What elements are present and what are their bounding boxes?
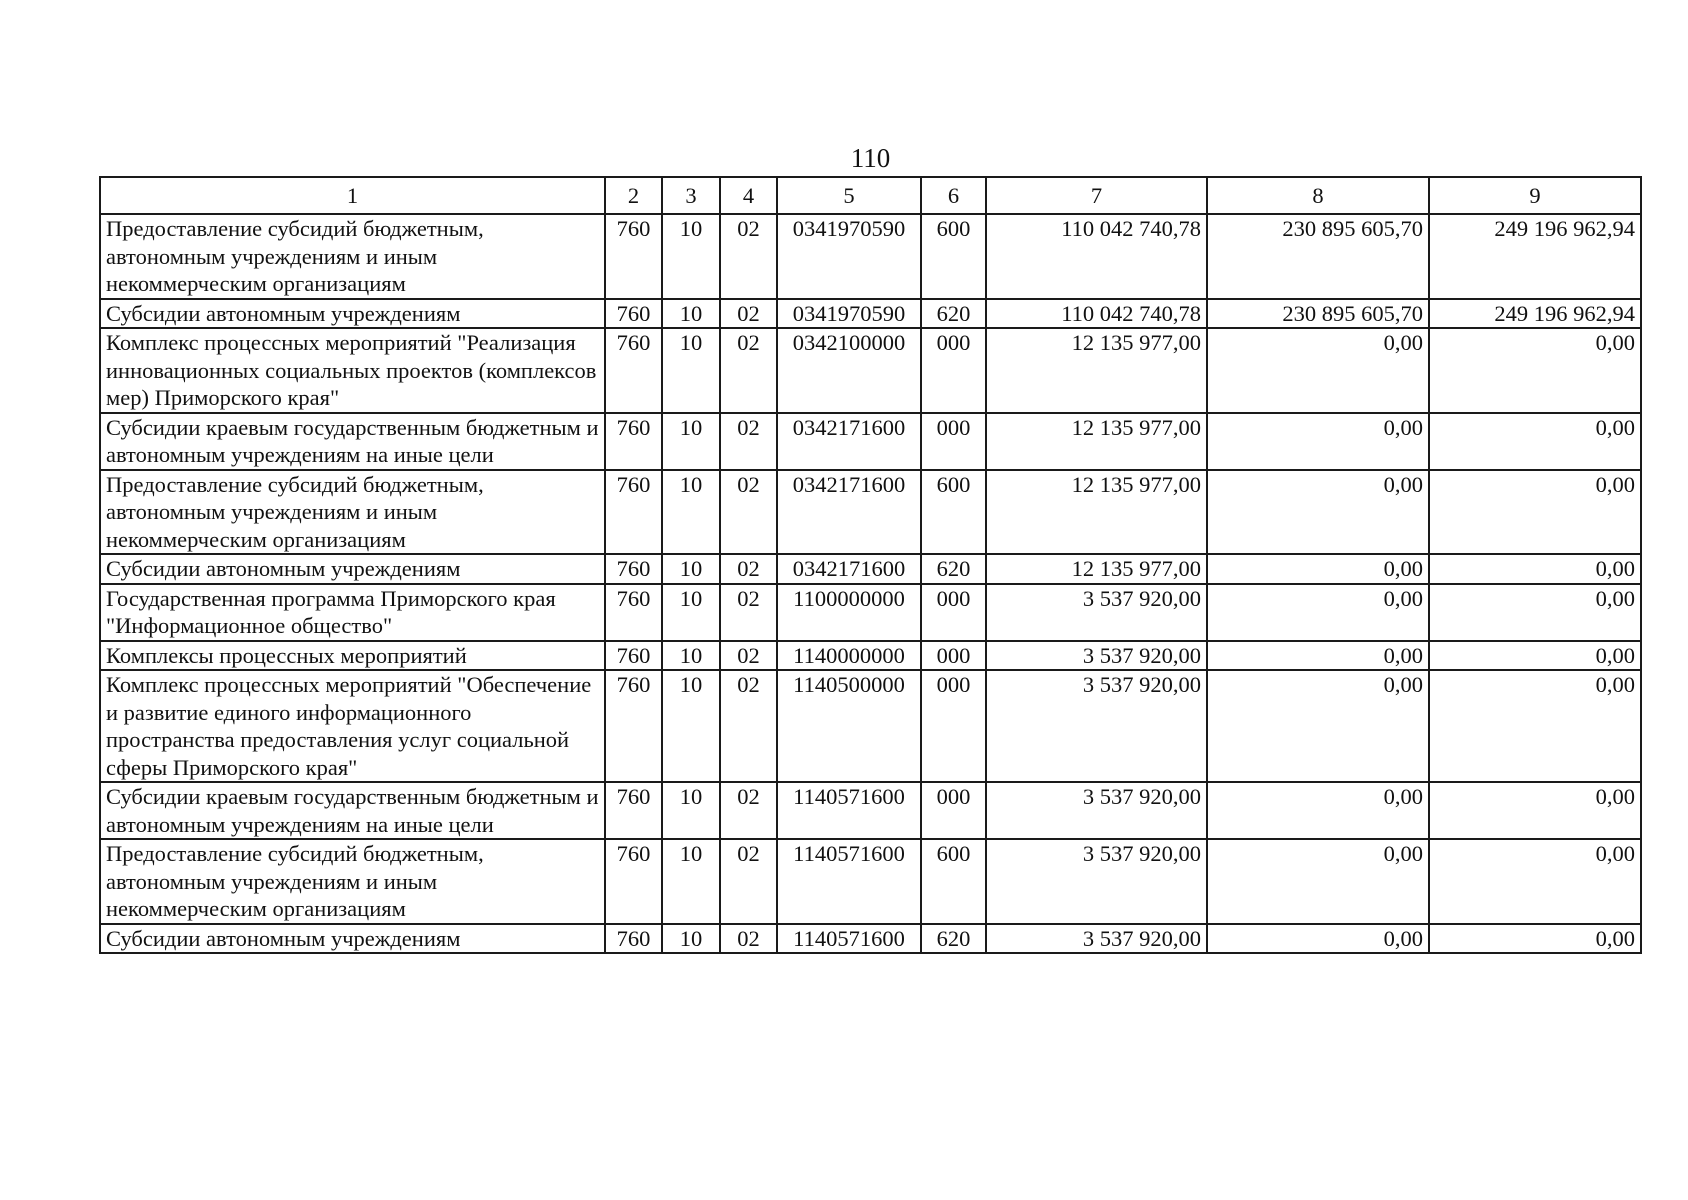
- column-header: 9: [1429, 177, 1641, 214]
- row-col8-amount: 0,00: [1207, 641, 1429, 671]
- row-col9-amount: 0,00: [1429, 470, 1641, 555]
- row-col8-amount: 0,00: [1207, 839, 1429, 924]
- table-row: [100, 924, 1641, 954]
- row-col8-amount: 0,00: [1207, 782, 1429, 839]
- row-col9-amount: 0,00: [1429, 839, 1641, 924]
- row-name-cell: Предоставление субсидий бюджетным, автономным учреждениям и иным некоммерческим организациям: [100, 470, 605, 555]
- row-col4-cell: 02: [720, 299, 777, 329]
- row-col8-amount: 0,00: [1207, 584, 1429, 641]
- row-col5-cell: 0342171600: [777, 554, 921, 584]
- row-col4-cell: 02: [720, 214, 777, 299]
- table-row: [100, 413, 1641, 470]
- row-name-cell: Комплекс процессных мероприятий "Обеспечение и развитие единого информационного пространства предоставления услуг социальной сферы Приморского края": [100, 670, 605, 782]
- row-col3-cell: 10: [662, 328, 720, 413]
- row-col8-amount: 0,00: [1207, 328, 1429, 413]
- row-col5-cell: 0341970590: [777, 299, 921, 329]
- row-col7-amount: 3 537 920,00: [986, 584, 1207, 641]
- row-col8-amount: 0,00: [1207, 413, 1429, 470]
- table-row: [100, 470, 1641, 555]
- table-row: [100, 839, 1641, 924]
- row-col2-cell: 760: [605, 328, 662, 413]
- table-row: [100, 584, 1641, 641]
- row-name-cell: Предоставление субсидий бюджетным, автономным учреждениям и иным некоммерческим организациям: [100, 839, 605, 924]
- row-col7-amount: 3 537 920,00: [986, 641, 1207, 671]
- row-col7-amount: 3 537 920,00: [986, 924, 1207, 954]
- row-col6-cell: 600: [921, 839, 986, 924]
- table-row: [100, 782, 1641, 839]
- row-col6-cell: 000: [921, 413, 986, 470]
- column-header: 1: [100, 177, 605, 214]
- column-header: 2: [605, 177, 662, 214]
- row-col8-amount: 230 895 605,70: [1207, 214, 1429, 299]
- row-col6-cell: 600: [921, 470, 986, 555]
- row-col6-cell: 000: [921, 641, 986, 671]
- row-col7-amount: 110 042 740,78: [986, 299, 1207, 329]
- row-col2-cell: 760: [605, 214, 662, 299]
- row-col7-amount: 3 537 920,00: [986, 670, 1207, 782]
- row-col8-amount: 230 895 605,70: [1207, 299, 1429, 329]
- row-col5-cell: 0342100000: [777, 328, 921, 413]
- row-col6-cell: 000: [921, 782, 986, 839]
- row-col9-amount: 0,00: [1429, 641, 1641, 671]
- row-col3-cell: 10: [662, 413, 720, 470]
- column-header: 4: [720, 177, 777, 214]
- row-col6-cell: 600: [921, 214, 986, 299]
- row-col4-cell: 02: [720, 670, 777, 782]
- row-col7-amount: 12 135 977,00: [986, 328, 1207, 413]
- row-col4-cell: 02: [720, 641, 777, 671]
- row-name-cell: Субсидии автономным учреждениям: [100, 299, 605, 329]
- row-name-cell: Субсидии краевым государственным бюджетным и автономным учреждениям на иные цели: [100, 782, 605, 839]
- row-col3-cell: 10: [662, 214, 720, 299]
- row-col9-amount: 0,00: [1429, 554, 1641, 584]
- table-row: [100, 299, 1641, 329]
- row-col9-amount: 249 196 962,94: [1429, 299, 1641, 329]
- row-col2-cell: 760: [605, 924, 662, 954]
- row-col6-cell: 620: [921, 299, 986, 329]
- row-col4-cell: 02: [720, 554, 777, 584]
- row-col4-cell: 02: [720, 328, 777, 413]
- row-col9-amount: 249 196 962,94: [1429, 214, 1641, 299]
- row-col4-cell: 02: [720, 924, 777, 954]
- row-name-cell: Комплекс процессных мероприятий "Реализация инновационных социальных проектов (комплексов мер) Приморского края": [100, 328, 605, 413]
- page-number: 110: [850, 143, 891, 173]
- row-col2-cell: 760: [605, 782, 662, 839]
- row-col2-cell: 760: [605, 670, 662, 782]
- row-col7-amount: 3 537 920,00: [986, 839, 1207, 924]
- table-row: [100, 641, 1641, 671]
- row-col3-cell: 10: [662, 839, 720, 924]
- row-name-cell: Предоставление субсидий бюджетным, автономным учреждениям и иным некоммерческим организациям: [100, 214, 605, 299]
- row-col8-amount: 0,00: [1207, 554, 1429, 584]
- row-col6-cell: 620: [921, 554, 986, 584]
- row-col5-cell: 1100000000: [777, 584, 921, 641]
- row-col8-amount: 0,00: [1207, 470, 1429, 555]
- row-col7-amount: 12 135 977,00: [986, 554, 1207, 584]
- row-col9-amount: 0,00: [1429, 584, 1641, 641]
- row-col6-cell: 000: [921, 670, 986, 782]
- row-col9-amount: 0,00: [1429, 924, 1641, 954]
- column-header: 6: [921, 177, 986, 214]
- row-col5-cell: 0342171600: [777, 413, 921, 470]
- table-row: [100, 554, 1641, 584]
- row-name-cell: Государственная программа Приморского края "Информационное общество": [100, 584, 605, 641]
- table-body: [100, 214, 1641, 953]
- budget-table: [99, 176, 1642, 954]
- column-header: 3: [662, 177, 720, 214]
- row-col3-cell: 10: [662, 299, 720, 329]
- column-header: 8: [1207, 177, 1429, 214]
- row-col2-cell: 760: [605, 470, 662, 555]
- row-col5-cell: 0342171600: [777, 470, 921, 555]
- row-name-cell: Субсидии краевым государственным бюджетным и автономным учреждениям на иные цели: [100, 413, 605, 470]
- column-header: 7: [986, 177, 1207, 214]
- row-col7-amount: 12 135 977,00: [986, 413, 1207, 470]
- row-col9-amount: 0,00: [1429, 782, 1641, 839]
- row-col9-amount: 0,00: [1429, 670, 1641, 782]
- row-col7-amount: 3 537 920,00: [986, 782, 1207, 839]
- row-col7-amount: 12 135 977,00: [986, 470, 1207, 555]
- row-col5-cell: 1140000000: [777, 641, 921, 671]
- row-name-cell: Субсидии автономным учреждениям: [100, 554, 605, 584]
- table-row: [100, 328, 1641, 413]
- row-col3-cell: 10: [662, 924, 720, 954]
- row-col7-amount: 110 042 740,78: [986, 214, 1207, 299]
- row-col8-amount: 0,00: [1207, 670, 1429, 782]
- row-col3-cell: 10: [662, 554, 720, 584]
- row-col8-amount: 0,00: [1207, 924, 1429, 954]
- row-col5-cell: 0341970590: [777, 214, 921, 299]
- row-col3-cell: 10: [662, 782, 720, 839]
- row-col9-amount: 0,00: [1429, 413, 1641, 470]
- row-col4-cell: 02: [720, 413, 777, 470]
- row-col5-cell: 1140571600: [777, 782, 921, 839]
- row-name-cell: Комплексы процессных мероприятий: [100, 641, 605, 671]
- row-col5-cell: 1140571600: [777, 924, 921, 954]
- row-col6-cell: 620: [921, 924, 986, 954]
- column-header: 5: [777, 177, 921, 214]
- row-col4-cell: 02: [720, 584, 777, 641]
- row-col3-cell: 10: [662, 584, 720, 641]
- row-col5-cell: 1140500000: [777, 670, 921, 782]
- row-col2-cell: 760: [605, 584, 662, 641]
- row-col2-cell: 760: [605, 839, 662, 924]
- row-name-cell: Субсидии автономным учреждениям: [100, 924, 605, 954]
- row-col3-cell: 10: [662, 670, 720, 782]
- row-col3-cell: 10: [662, 470, 720, 555]
- row-col6-cell: 000: [921, 328, 986, 413]
- row-col9-amount: 0,00: [1429, 328, 1641, 413]
- row-col2-cell: 760: [605, 299, 662, 329]
- table-header-row: [100, 177, 1641, 214]
- row-col5-cell: 1140571600: [777, 839, 921, 924]
- row-col2-cell: 760: [605, 413, 662, 470]
- table-row: [100, 214, 1641, 299]
- table-row: [100, 670, 1641, 782]
- row-col3-cell: 10: [662, 641, 720, 671]
- row-col6-cell: 000: [921, 584, 986, 641]
- row-col4-cell: 02: [720, 839, 777, 924]
- row-col4-cell: 02: [720, 470, 777, 555]
- row-col2-cell: 760: [605, 554, 662, 584]
- row-col4-cell: 02: [720, 782, 777, 839]
- row-col2-cell: 760: [605, 641, 662, 671]
